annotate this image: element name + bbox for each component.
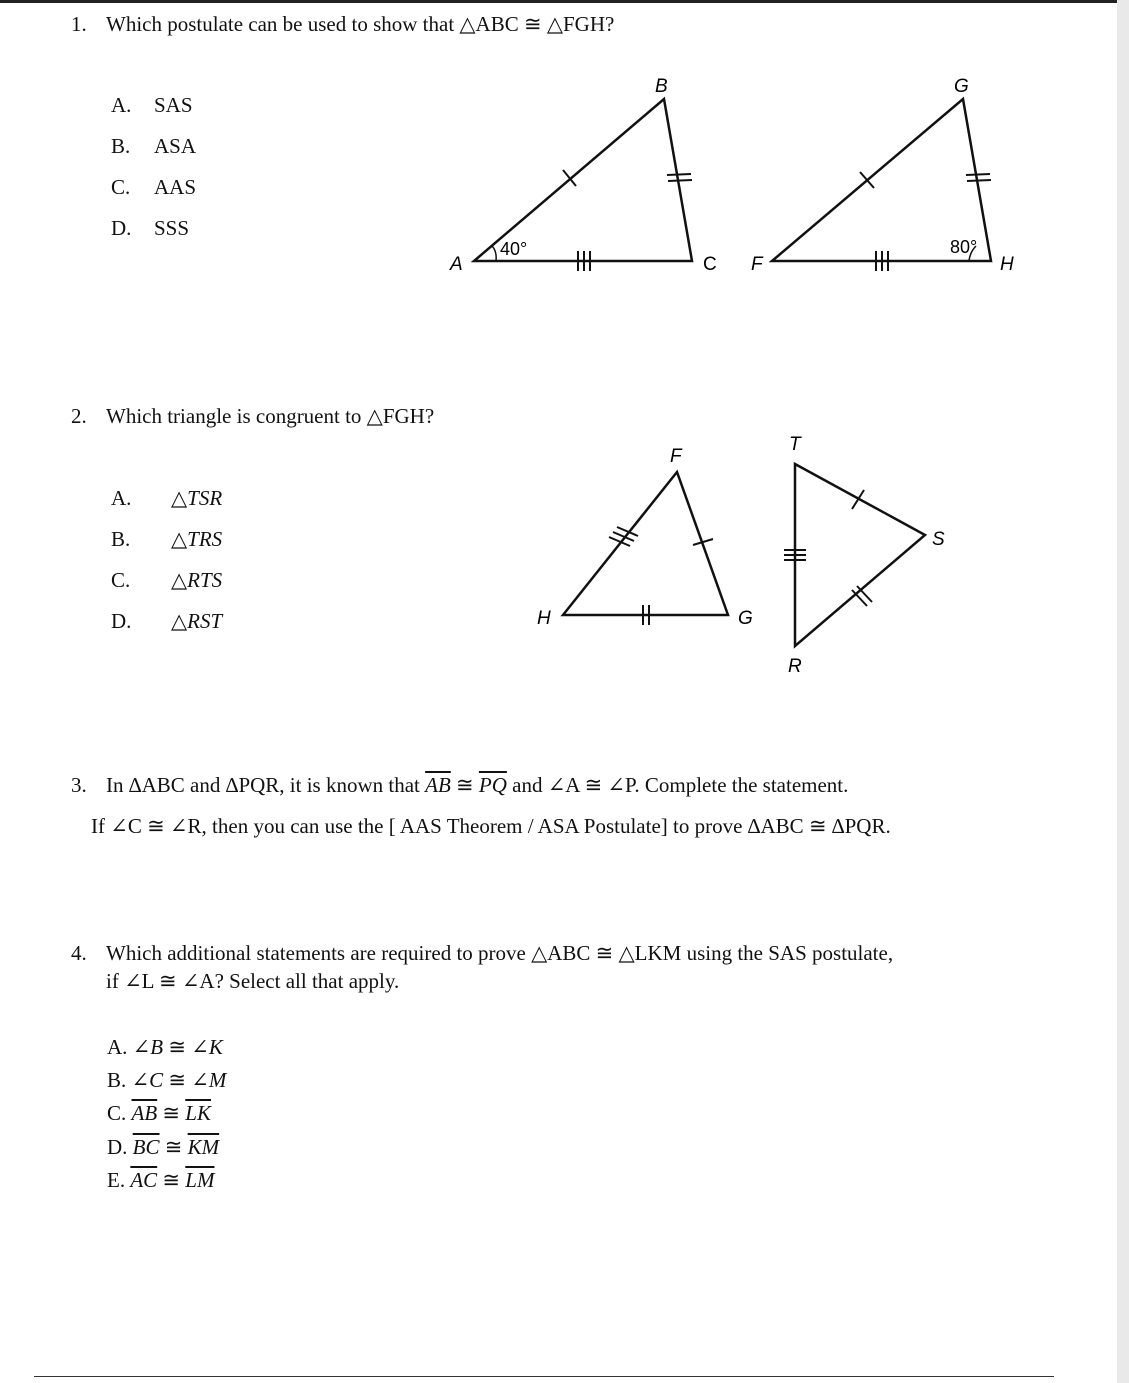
- q3-line1: [106, 773, 848, 798]
- tick-gh-2: [967, 180, 991, 181]
- angle-arc-a: [492, 246, 496, 261]
- q4-option-a-letter: A.: [107, 1035, 128, 1059]
- q1-option-a-text[interactable]: SAS: [154, 93, 193, 117]
- q1-option-b-letter: B.: [111, 134, 131, 158]
- tick-bc-2: [668, 180, 692, 181]
- q1-option-a-letter: A.: [111, 93, 132, 117]
- q4-number: 4.: [71, 941, 87, 965]
- triangle-fgh-q2: [563, 472, 728, 615]
- label-f-q2: F: [670, 446, 682, 467]
- q3-line2: If ∠C ≅ ∠R, then you can use the [ AAS Theorem / ASA Postulate] to prove ∆ABC ≅ ∆PQR.: [91, 814, 891, 838]
- triangle-abc: [474, 99, 692, 261]
- q2-option-a-letter: A.: [111, 486, 132, 510]
- q4-line2: if ∠L ≅ ∠A? Select all that apply.: [106, 969, 400, 993]
- q4-option-c[interactable]: [107, 1101, 211, 1126]
- angle-h-value: 80°: [950, 237, 978, 257]
- q4-option-d[interactable]: [107, 1135, 219, 1160]
- q3-line1-end: and ∠A ≅ ∠P. Complete the statement.: [506, 773, 849, 797]
- q2-option-b-letter: B.: [111, 527, 131, 551]
- q4-option-c-letter: C.: [107, 1101, 127, 1125]
- q3-congruent-sign: ≅: [450, 773, 479, 797]
- label-g-q2: G: [738, 608, 753, 629]
- q3-segment-pq: $\overline{PQ}$: [478, 773, 507, 797]
- q2-option-b-text[interactable]: △TRS: [171, 527, 223, 551]
- label-c: C: [703, 254, 717, 275]
- q2-option-c-letter: C.: [111, 568, 131, 592]
- q1-number: 1.: [71, 12, 87, 36]
- label-b: B: [655, 76, 668, 97]
- q4-option-b[interactable]: [107, 1068, 226, 1093]
- q4-option-e-right: $\overline{LM}$: [185, 1168, 215, 1192]
- q4-option-d-right: $\overline{KM}$: [187, 1135, 220, 1159]
- q3-segment-ab: $\overline{AB}$: [425, 773, 451, 797]
- q4-option-a-op: ≅: [163, 1035, 192, 1059]
- q4-option-b-left: ∠C: [131, 1068, 164, 1092]
- q2-number: 2.: [71, 404, 87, 428]
- label-h: H: [1000, 254, 1014, 275]
- q4-option-a-right: ∠K: [191, 1035, 223, 1059]
- q4-line1: Which additional statements are required to prove △ABC ≅ △LKM using the SAS postulate,: [106, 941, 894, 965]
- q2-option-d-letter: D.: [111, 609, 132, 633]
- label-f: F: [751, 254, 763, 275]
- q4-option-e-letter: E.: [107, 1168, 126, 1192]
- q1-triangles-figure: [0, 0, 1129, 330]
- q4-option-c-op: ≅: [157, 1101, 186, 1125]
- q1-option-b-text[interactable]: ASA: [154, 134, 197, 158]
- label-a: A: [450, 254, 463, 275]
- q2-option-c-text[interactable]: △RTS: [171, 568, 223, 592]
- q4-option-d-op: ≅: [159, 1135, 188, 1159]
- q2-prompt: Which triangle is congruent to △FGH?: [106, 404, 435, 428]
- q1-option-d-text[interactable]: SSS: [154, 216, 190, 240]
- q2-triangles-figure: [0, 420, 1129, 700]
- bottom-rule: [34, 1376, 1054, 1377]
- q4-option-a-left: ∠B: [132, 1035, 164, 1059]
- q2-option-a-text[interactable]: △TSR: [171, 486, 223, 510]
- q1-prompt: Which postulate can be used to show that △ABC ≅ △FGH?: [106, 12, 615, 36]
- q4-option-e[interactable]: [107, 1168, 214, 1193]
- q3-line1-start: In ∆ABC and ∆PQR, it is known that: [106, 773, 426, 797]
- label-r: R: [788, 656, 802, 677]
- q4-option-e-left: $\overline{AC}$: [130, 1168, 158, 1192]
- label-g: G: [954, 76, 969, 97]
- q4-option-b-letter: B.: [107, 1068, 127, 1092]
- angle-a-value: 40°: [500, 239, 528, 259]
- q4-option-b-op: ≅: [163, 1068, 192, 1092]
- q4-option-e-op: ≅: [157, 1168, 186, 1192]
- q3-number: 3.: [71, 773, 87, 797]
- q4-option-a[interactable]: [107, 1035, 223, 1060]
- tick-sr-2: [857, 586, 872, 602]
- tick-bc-1: [667, 174, 691, 175]
- q4-option-d-left: $\overline{BC}$: [132, 1135, 160, 1159]
- q1-option-d-letter: D.: [111, 216, 132, 240]
- label-h-q2: H: [537, 608, 551, 629]
- label-t: T: [789, 434, 801, 455]
- q4-option-c-left: $\overline{AB}$: [131, 1101, 158, 1125]
- tick-gh-1: [966, 174, 990, 175]
- triangle-tsr: [795, 464, 925, 646]
- q1-option-c-letter: C.: [111, 175, 131, 199]
- q4-option-b-right: ∠M: [191, 1068, 227, 1092]
- q4-option-c-right: $\overline{LK}$: [185, 1101, 211, 1125]
- label-s: S: [932, 529, 945, 550]
- q2-option-d-text[interactable]: △RST: [171, 609, 223, 633]
- q1-option-c-text[interactable]: AAS: [154, 175, 197, 199]
- q4-option-d-letter: D.: [107, 1135, 128, 1159]
